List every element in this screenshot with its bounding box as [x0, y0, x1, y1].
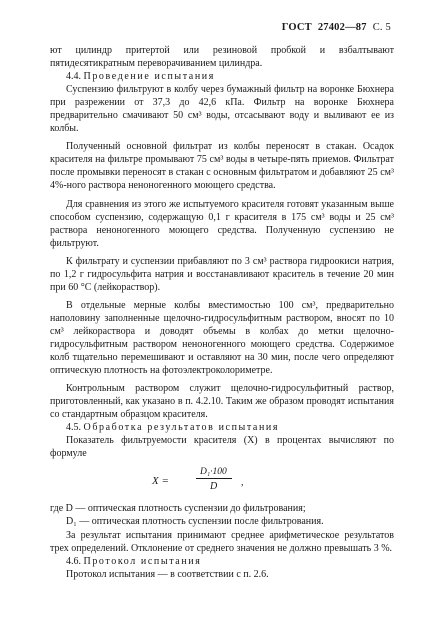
paragraph-control: Контрольным раствором служит щелочно-гидросульфитный раствор, приготовленный, как указано в п. 4.2.10. Таким же образом проводят испытания со стандартным образцом красителя.: [50, 383, 394, 421]
section-heading-4-6: [50, 555, 394, 568]
formula-lhs: X =: [152, 475, 169, 488]
formula-punctuation: ,: [241, 477, 244, 489]
paragraph-formula-intro: Показатель фильтруемости красителя (X) в процентах вычисляют по формуле: [50, 435, 394, 460]
page-number: С. 5: [372, 22, 391, 33]
section-title: Проведение испытания: [83, 71, 215, 83]
paragraph-comparison: Для сравнения из этого же испытуемого красителя готовят указанным выше способом суспензию, содержащую 0,1 г красителя в 175 см³ воды и 25 см³ раствора неноногенного моющего средства. Полученную суспензию не фильтруют.: [50, 198, 394, 249]
paragraph-filtering: Суспензию фильтруют в колбу через бумажный фильтр на воронке Бюхнера при разрежении от 37,3 до 42,6 кПа. Фильтр на воронке Бюхнера предварительно смачивают 50 см³ воды, отсасывают воду и выливают ее из колбы.: [50, 84, 394, 135]
paragraph-continuation: ют цилиндр притертой или резиновой пробкой и взбалтывают пятидесятикратным переворачиванием цилиндра.: [50, 45, 394, 70]
section-number: 4.4.: [66, 71, 81, 83]
formula-denominator: D: [210, 481, 218, 493]
paragraph-reduction: К фильтрату и суспензии прибавляют по 3 см³ раствора гидроокиси натрия, по 1,2 г гидросульфита натрия и восстанавливают краситель в течение 20 мин при 60 °С (лейкораствор).: [50, 255, 394, 293]
standard-label: ГОСТ: [281, 22, 312, 33]
standard-number: 27402—87: [317, 22, 367, 33]
section-heading-4-4: [50, 70, 394, 83]
section-heading-4-5: [50, 421, 394, 434]
formula-numerator: D₁·100: [200, 467, 227, 478]
section-title: Обработка результатов испытания: [83, 422, 280, 434]
paragraph-protocol: Протокол испытания — в соответствии с п. 2.6.: [66, 568, 269, 580]
section-number: 4.5.: [66, 422, 81, 434]
page-header: [282, 22, 391, 33]
paragraph-filtrate: Полученный основной фильтрат из колбы переносят в стакан. Осадок красителя на фильтре промывают 75 см³ воды в четыре-пять приемов. Фильтрат после промывки переносят в стакан с основным фильтратом и добавляют 25 см³ 4%-ного раствора неноногенного моющего средства.: [50, 141, 394, 192]
paragraph-measurement: В отдельные мерные колбы вместимостью 100 см³, предварительно наполовину заполненные щелочно-гидросульфитным раствором, вносят по 10 см³ лейкораствора и доводят объемы в колбах до метки щелочно-гидросульфитным раствором неноногенного моющего средства. Содержимое колб тщательно перемешивают и оставляют на 30 мин, после чего определяют оптическую плотность на фотоэлектроколориметре.: [50, 299, 394, 377]
formula-legend-d: где D — оптическая плотность суспензии до фильтрования;: [50, 503, 306, 515]
paragraph-result: За результат испытания принимают среднее арифметическое результатов трех определений. Отклонение от среднего значения не должно превышать 3 %.: [50, 529, 394, 554]
formula-legend-d1: D₁ — оптическая плотность суспензии после фильтрования.: [66, 516, 324, 528]
fraction-bar: [196, 478, 232, 479]
formula: [50, 466, 394, 494]
section-title: Протокол испытания: [83, 555, 202, 567]
document-body: [50, 44, 394, 581]
section-number: 4.6.: [66, 555, 81, 567]
